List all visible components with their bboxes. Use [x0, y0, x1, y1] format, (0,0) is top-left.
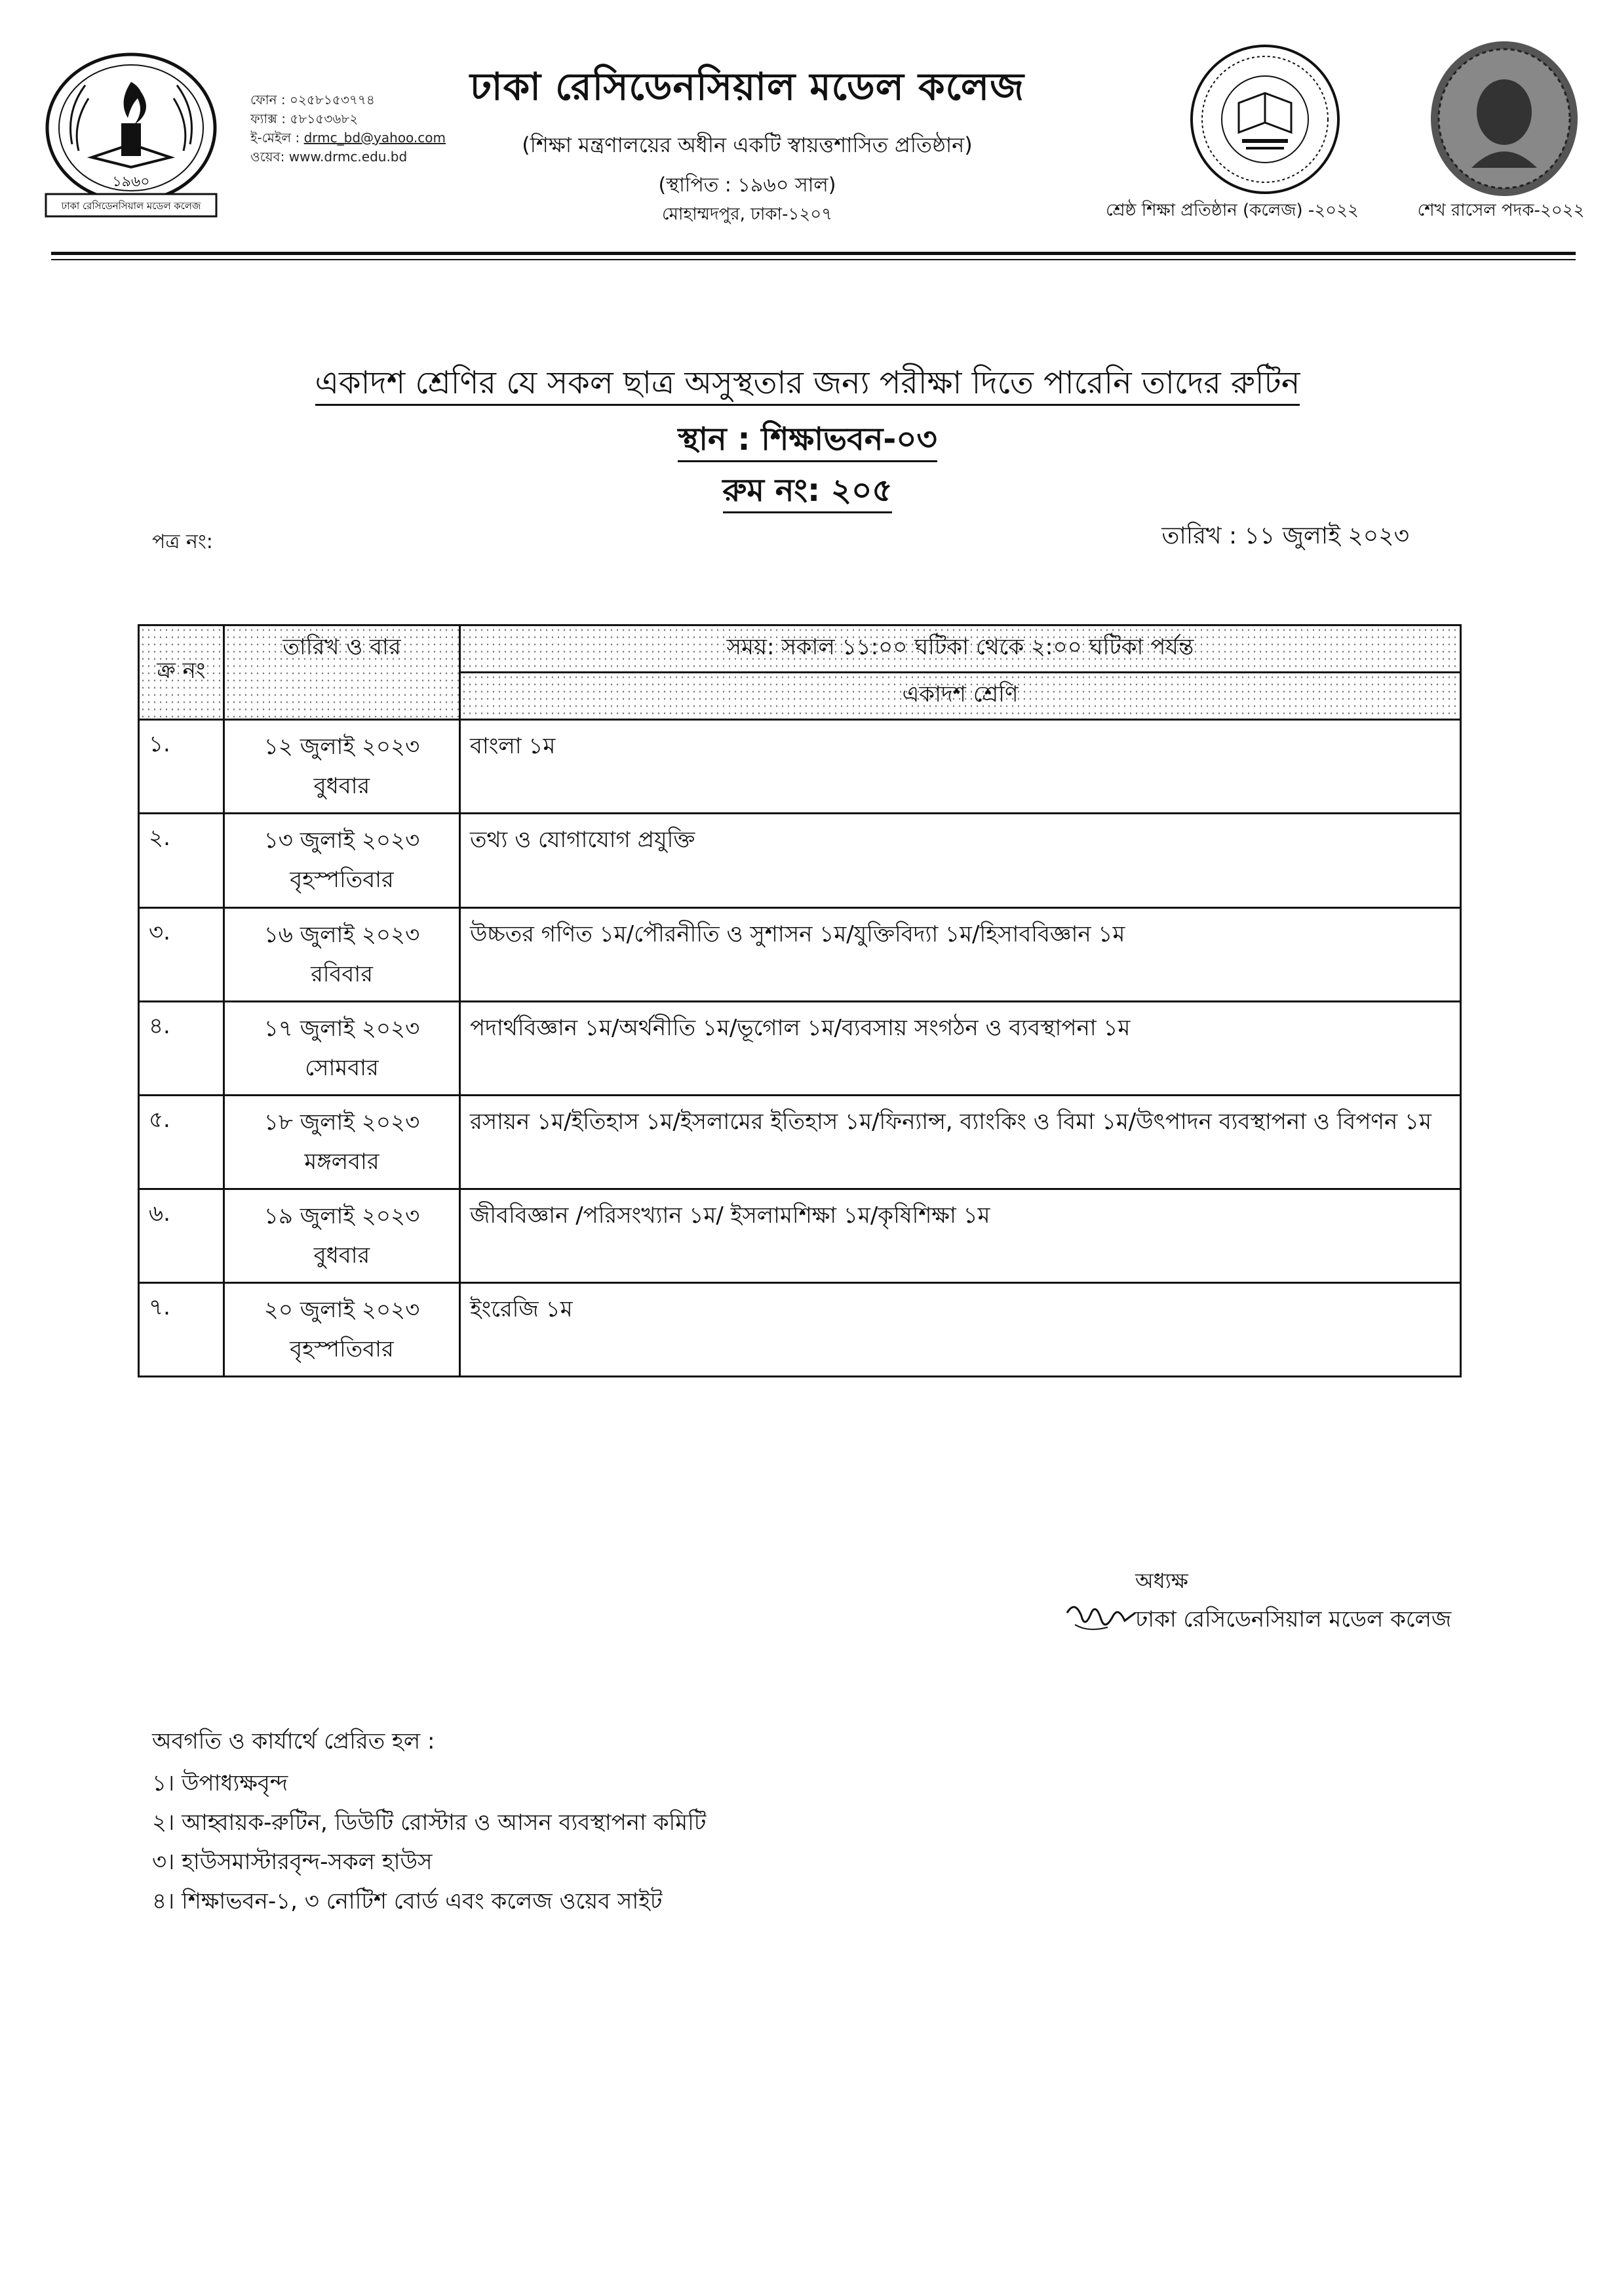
exam-date: ১২ জুলাই ২০২৩: [263, 734, 420, 760]
header-date-day: তারিখ ও বার: [224, 625, 460, 720]
date-cell: [224, 720, 460, 814]
subjects-cell: রসায়ন ১ম/ইতিহাস ১ম/ইসলামের ইতিহাস ১ম/ফিন্যান্স, ব্যাংকিং ও বিমা ১ম/উৎপাদন ব্যবস্থাপনা ও বিপণন ১ম: [460, 1096, 1461, 1189]
table-row: [139, 1002, 1461, 1096]
subjects-cell: পদার্থবিজ্ঞান ১ম/অর্থনীতি ১ম/ভূগোল ১ম/ব্যবসায় সংগঠন ও ব্যবস্থাপনা ১ম: [460, 1002, 1461, 1096]
phone-text: ফোন : ০২৫৮১৫৩৭৭৪: [250, 92, 375, 108]
established-year: (স্থাপিত : ১৯৬০ সাল): [658, 174, 836, 197]
exam-date: ২০ জুলাই ২০২৩: [263, 1297, 420, 1323]
serial-cell: ৩.: [139, 908, 224, 1002]
exam-day: রবিবার: [311, 961, 373, 987]
header-rule-thick: [51, 252, 1576, 255]
venue-title: [0, 416, 1615, 467]
medal-icon: [1426, 37, 1583, 201]
table-row: [139, 1189, 1461, 1283]
logo-year: ১৯৬০: [112, 174, 150, 190]
date-cell: [224, 1096, 460, 1189]
table-row: [139, 814, 1461, 908]
exam-day: বৃহস্পতিবার: [290, 867, 394, 893]
exam-date: ১৮ জুলাই ২০২৩: [263, 1109, 420, 1136]
date-cell: [224, 1189, 460, 1283]
date-cell: [224, 908, 460, 1002]
distribution-heading: অবগতি ও কার্যার্থে প্রেরিত হল :: [152, 1728, 435, 1754]
header-rule-thin: [51, 259, 1576, 260]
distribution-item: ১। উপাধ্যক্ষবৃন্দ: [152, 1770, 288, 1796]
serial-cell: ২.: [139, 814, 224, 908]
exam-day: মঙ্গলবার: [304, 1149, 379, 1175]
logo-ribbon-text: ঢাকা রেসিডেনসিয়াল মডেল কলেজ: [61, 200, 201, 212]
web-label: ওয়েব:: [250, 149, 285, 165]
serial-cell: ৪.: [139, 1002, 224, 1096]
serial-cell: ৫.: [139, 1096, 224, 1189]
exam-day: বৃহস্পতিবার: [290, 1336, 394, 1362]
distribution-item: ২। আহ্বায়ক-রুটিন, ডিউটি রোস্টার ও আসন ব্যবস্থাপনা কমিটি: [152, 1810, 707, 1836]
date-cell: [224, 814, 460, 908]
exam-date: ১৯ জুলাই ২০২৩: [263, 1203, 420, 1229]
header-serial: ক্র নং: [139, 625, 224, 720]
serial-cell: ৭.: [139, 1283, 224, 1377]
subjects-cell: ইংরেজি ১ম: [460, 1283, 1461, 1377]
table-row: [139, 1283, 1461, 1377]
notice-title-text: একাদশ শ্রেণির যে সকল ছাত্র অসুস্থতার জন্য পরীক্ষা দিতে পারেনি তাদের রুটিন: [315, 365, 1300, 406]
college-name: ঢাকা রেসিডেনসিয়াল মডেল কলেজ: [469, 64, 1025, 109]
college-subtitle: (শিক্ষা মন্ত্রণালয়ের অধীন একটি স্বায়ত্তশাসিত প্রতিষ্ঠান): [522, 132, 973, 157]
serial-cell: ৬.: [139, 1189, 224, 1283]
signatory-college: ঢাকা রেসিডেনসিয়াল মডেল কলেজ: [1135, 1606, 1452, 1633]
header-class: একাদশ শ্রেণি: [460, 673, 1461, 720]
date-cell: [224, 1002, 460, 1096]
exam-routine-table: [138, 624, 1462, 1377]
header-time: সময়: সকাল ১১:০০ ঘটিকা থেকে ২:০০ ঘটিকা পর্যন্ত: [460, 625, 1461, 673]
exam-date: ১৭ জুলাই ২০২৩: [263, 1016, 420, 1042]
college-logo: [33, 46, 229, 223]
date-cell: [224, 1283, 460, 1377]
venue-text: স্থান : শিক্ষাভবন-০৩: [678, 421, 937, 462]
college-address: মোহাম্মদপুর, ঢাকা-১২০৭: [661, 205, 833, 224]
table-header-row: [139, 625, 1461, 673]
table-row: [139, 720, 1461, 814]
web-text: www.drmc.edu.bd: [288, 149, 408, 165]
exam-date: ১৩ জুলাই ২০২৩: [263, 827, 420, 854]
signatory-designation: অধ্যক্ষ: [1135, 1568, 1188, 1593]
subjects-cell: বাংলা ১ম: [460, 720, 1461, 814]
notice-title: [0, 359, 1615, 411]
subjects-cell: তথ্য ও যোগাযোগ প্রযুক্তি: [460, 814, 1461, 908]
exam-day: বুধবার: [313, 1242, 370, 1269]
email-label: ই-মেইল :: [250, 130, 300, 146]
exam-day: বুধবার: [313, 773, 370, 799]
table-row: [139, 1096, 1461, 1189]
notice-date: তারিখ : ১১ জুলাই ২০২৩: [1161, 523, 1409, 549]
serial-cell: ১.: [139, 720, 224, 814]
email-text: drmc_bd@yahoo.com: [303, 130, 446, 146]
distribution-item: ৪। শিক্ষাভবন-১, ৩ নোটিশ বোর্ড এবং কলেজ ওয়েব সাইট: [152, 1888, 663, 1914]
subjects-cell: জীববিজ্ঞান /পরিসংখ্যান ১ম/ ইসলামশিক্ষা ১ম/কৃষিশিক্ষা ১ম: [460, 1189, 1461, 1283]
award-text-institution: শ্রেষ্ঠ শিক্ষা প্রতিষ্ঠান (কলেজ) -২০২২: [1106, 201, 1359, 220]
exam-day: সোমবার: [305, 1055, 379, 1081]
distribution-item: ৩। হাউসমাস্টারবৃন্দ-সকল হাউস: [152, 1849, 433, 1875]
award-seal-icon: [1177, 41, 1353, 198]
memo-number: পত্র নং:: [152, 530, 213, 553]
table-row: [139, 908, 1461, 1002]
exam-date: ১৬ জুলাই ২০২৩: [263, 922, 420, 948]
room-text: রুম নং: ২০৫: [723, 472, 893, 513]
subjects-cell: উচ্চতর গণিত ১ম/পৌরনীতি ও সুশাসন ১ম/যুক্তিবিদ্যা ১ম/হিসাববিজ্ঞান ১ম: [460, 908, 1461, 1002]
room-title: [0, 467, 1615, 519]
award-text-medal: শেখ রাসেল পদক-২০২২: [1417, 201, 1585, 220]
signature-mark: [1062, 1593, 1140, 1639]
fax-text: ফ্যাক্স : ৫৮১৫৩৬৮২: [250, 111, 359, 127]
